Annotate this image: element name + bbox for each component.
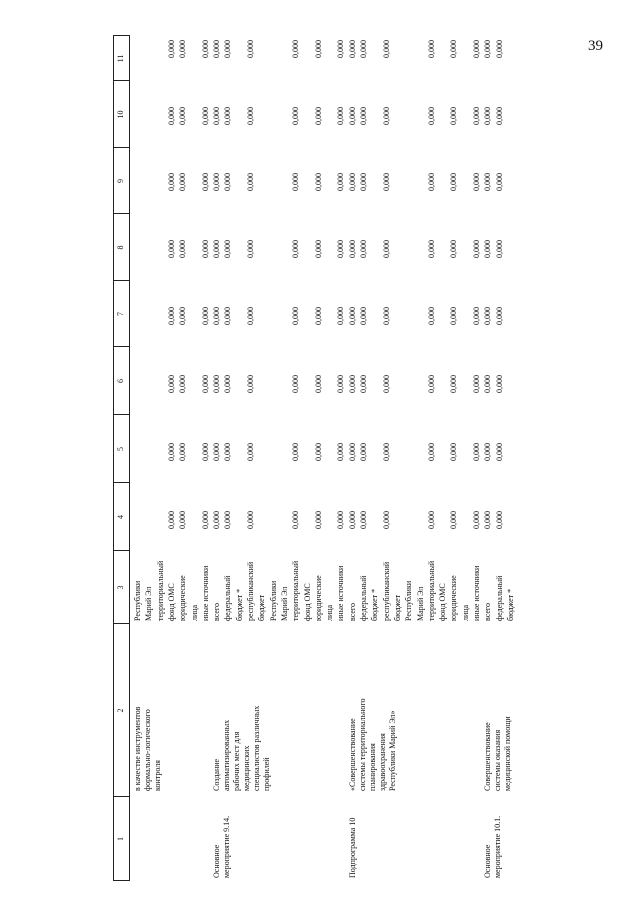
value-cell-col10: 0,000 bbox=[246, 107, 255, 125]
value-cell-col10: 0,000 bbox=[200, 107, 210, 125]
value-cell-col4: 0,000 bbox=[381, 511, 391, 529]
program-description: Создание bbox=[212, 758, 222, 791]
value-cell-col6: 0,000 bbox=[494, 375, 504, 393]
page-number: 39 bbox=[588, 38, 603, 54]
value-cell-col8: 0,000 bbox=[336, 240, 346, 258]
value-cell-col5: 0,000 bbox=[347, 443, 357, 461]
value-cell-col4: 0,000 bbox=[178, 511, 188, 529]
value-cell-col5: 0,000 bbox=[246, 443, 255, 461]
value-cell-col7: 0,000 bbox=[166, 307, 176, 325]
col-header-1: 1 bbox=[116, 837, 125, 841]
value-cell-col4: 0,000 bbox=[223, 511, 233, 529]
value-cell-col9: 0,000 bbox=[426, 173, 436, 191]
value-cell-col8: 0,000 bbox=[178, 240, 188, 258]
col-header-10: 10 bbox=[116, 110, 125, 119]
value-cell-col8: 0,000 bbox=[313, 240, 323, 258]
value-cell-col10: 0,000 bbox=[483, 107, 493, 125]
value-cell-col6: 0,000 bbox=[359, 375, 368, 393]
table-top-border bbox=[113, 35, 114, 881]
value-cell-col8: 0,000 bbox=[223, 240, 233, 258]
value-cell-col6: 0,000 bbox=[313, 375, 323, 393]
value-cell-col5: 0,000 bbox=[212, 443, 222, 461]
funding-source-label: территориальный bbox=[155, 560, 165, 621]
value-cell-col11: 0,000 bbox=[291, 40, 301, 58]
value-cell-col4: 0,000 bbox=[246, 511, 255, 529]
program-code: мероприятие 9.14. bbox=[222, 815, 232, 878]
col-header-3: 3 bbox=[116, 585, 125, 590]
value-cell-col7: 0,000 bbox=[212, 307, 222, 325]
value-cell-col11: 0,000 bbox=[426, 40, 436, 58]
program-description: системы территориального bbox=[357, 698, 367, 791]
program-description: системы оказания bbox=[493, 729, 503, 791]
value-cell-col4: 0,000 bbox=[313, 511, 323, 529]
funding-source-label: федеральный bbox=[359, 575, 368, 621]
program-description: Республики Марий Эл» bbox=[387, 710, 397, 791]
value-cell-col10: 0,000 bbox=[426, 107, 436, 125]
funding-source-label: фонд ОМС bbox=[438, 583, 448, 621]
value-cell-col10: 0,000 bbox=[336, 107, 346, 125]
value-cell-col4: 0,000 bbox=[336, 511, 346, 529]
value-cell-col9: 0,000 bbox=[178, 173, 188, 191]
funding-source-label: фонд ОМС bbox=[166, 583, 176, 621]
value-cell-col9: 0,000 bbox=[472, 173, 481, 191]
value-cell-col7: 0,000 bbox=[347, 307, 357, 325]
value-cell-col11: 0,000 bbox=[336, 40, 346, 58]
funding-source-label: бюджет bbox=[257, 594, 267, 621]
value-cell-col5: 0,000 bbox=[483, 443, 493, 461]
value-cell-col11: 0,000 bbox=[166, 40, 176, 58]
value-cell-col5: 0,000 bbox=[426, 443, 436, 461]
value-cell-col6: 0,000 bbox=[336, 375, 346, 393]
rotated-table-container bbox=[113, 35, 523, 881]
value-cell-col7: 0,000 bbox=[494, 307, 504, 325]
program-code: мероприятие 10.1. bbox=[493, 815, 503, 878]
col-header-8: 8 bbox=[116, 245, 125, 250]
value-cell-col9: 0,000 bbox=[212, 173, 222, 191]
value-cell-col9: 0,000 bbox=[494, 173, 504, 191]
value-cell-col5: 0,000 bbox=[494, 443, 504, 461]
value-cell-col11: 0,000 bbox=[381, 40, 391, 58]
value-cell-col8: 0,000 bbox=[494, 240, 504, 258]
program-description: в качестве инструментов bbox=[133, 706, 142, 791]
funding-source-label: территориальный bbox=[291, 560, 301, 621]
value-cell-col7: 0,000 bbox=[381, 307, 391, 325]
value-cell-col4: 0,000 bbox=[359, 511, 368, 529]
value-cell-col6: 0,000 bbox=[200, 375, 210, 393]
value-cell-col11: 0,000 bbox=[449, 40, 459, 58]
value-cell-col6: 0,000 bbox=[166, 375, 176, 393]
value-cell-col11: 0,000 bbox=[472, 40, 481, 58]
value-cell-col11: 0,000 bbox=[359, 40, 368, 58]
funding-source-label: лица bbox=[460, 604, 470, 621]
funding-source-label: Республики bbox=[133, 580, 142, 621]
funding-source-label: Марий Эл bbox=[415, 586, 425, 621]
value-cell-col9: 0,000 bbox=[200, 173, 210, 191]
value-cell-col9: 0,000 bbox=[336, 173, 346, 191]
col-header-11: 11 bbox=[116, 54, 125, 63]
value-cell-col11: 0,000 bbox=[223, 40, 233, 58]
program-description: контроля bbox=[153, 760, 162, 791]
value-cell-col11: 0,000 bbox=[313, 40, 323, 58]
program-description: планирования bbox=[367, 743, 377, 791]
value-cell-col8: 0,000 bbox=[472, 240, 481, 258]
funding-source-label: лица bbox=[325, 604, 335, 621]
value-cell-col9: 0,000 bbox=[359, 173, 368, 191]
value-cell-col8: 0,000 bbox=[449, 240, 459, 258]
value-cell-col5: 0,000 bbox=[200, 443, 210, 461]
value-cell-col9: 0,000 bbox=[483, 173, 493, 191]
value-cell-col7: 0,000 bbox=[291, 307, 301, 325]
value-cell-col8: 0,000 bbox=[483, 240, 493, 258]
value-cell-col4: 0,000 bbox=[291, 511, 301, 529]
value-cell-col6: 0,000 bbox=[472, 375, 481, 393]
value-cell-col4: 0,000 bbox=[212, 511, 222, 529]
funding-source-label: Республики bbox=[268, 580, 278, 621]
funding-source-label: всего bbox=[347, 602, 357, 621]
value-cell-col6: 0,000 bbox=[483, 375, 493, 393]
value-cell-col5: 0,000 bbox=[359, 443, 368, 461]
value-cell-col4: 0,000 bbox=[483, 511, 493, 529]
col-header-4: 4 bbox=[116, 515, 125, 519]
funding-source-label: Марий Эл bbox=[279, 586, 289, 621]
funding-source-label: республиканский bbox=[246, 561, 255, 621]
funding-source-label: бюджет * bbox=[505, 588, 515, 621]
value-cell-col9: 0,000 bbox=[166, 173, 176, 191]
funding-source-label: лица bbox=[189, 604, 199, 621]
value-cell-col7: 0,000 bbox=[246, 307, 255, 325]
value-cell-col7: 0,000 bbox=[426, 307, 436, 325]
col-header-2: 2 bbox=[116, 708, 125, 713]
value-cell-col7: 0,000 bbox=[449, 307, 459, 325]
value-cell-col4: 0,000 bbox=[449, 511, 459, 529]
col-header-6: 6 bbox=[116, 379, 125, 383]
value-cell-col10: 0,000 bbox=[472, 107, 481, 125]
value-cell-col7: 0,000 bbox=[223, 307, 233, 325]
value-cell-col8: 0,000 bbox=[200, 240, 210, 258]
funding-source-label: федеральный bbox=[494, 575, 504, 621]
value-cell-col10: 0,000 bbox=[449, 107, 459, 125]
program-description: здравоохранения bbox=[377, 733, 387, 791]
value-cell-col10: 0,000 bbox=[166, 107, 176, 125]
value-cell-col10: 0,000 bbox=[381, 107, 391, 125]
funding-source-label: Республики bbox=[404, 580, 414, 621]
value-cell-col9: 0,000 bbox=[347, 173, 357, 191]
program-description: автоматизированных bbox=[222, 719, 232, 791]
value-cell-col9: 0,000 bbox=[246, 173, 255, 191]
value-cell-col8: 0,000 bbox=[359, 240, 368, 258]
value-cell-col4: 0,000 bbox=[494, 511, 504, 529]
budget-table bbox=[113, 35, 523, 881]
value-cell-col11: 0,000 bbox=[483, 40, 493, 58]
value-cell-col9: 0,000 bbox=[381, 173, 391, 191]
program-description: медицинских bbox=[242, 745, 252, 791]
value-cell-col8: 0,000 bbox=[426, 240, 436, 258]
funding-source-label: всего bbox=[483, 602, 493, 621]
value-cell-col10: 0,000 bbox=[223, 107, 233, 125]
value-cell-col8: 0,000 bbox=[347, 240, 357, 258]
value-cell-col8: 0,000 bbox=[166, 240, 176, 258]
value-cell-col7: 0,000 bbox=[359, 307, 368, 325]
program-description: Совершенствование bbox=[483, 722, 493, 791]
value-cell-col4: 0,000 bbox=[472, 511, 481, 529]
program-description: формально-логического bbox=[143, 709, 152, 791]
value-cell-col5: 0,000 bbox=[449, 443, 459, 461]
value-cell-col8: 0,000 bbox=[291, 240, 301, 258]
program-description: рабочих мест для bbox=[232, 731, 242, 791]
value-cell-col10: 0,000 bbox=[313, 107, 323, 125]
funding-source-label: территориальный bbox=[426, 560, 436, 621]
value-cell-col6: 0,000 bbox=[347, 375, 357, 393]
value-cell-col11: 0,000 bbox=[246, 40, 255, 58]
value-cell-col5: 0,000 bbox=[166, 443, 176, 461]
value-cell-col9: 0,000 bbox=[223, 173, 233, 191]
funding-source-label: юридические bbox=[313, 575, 323, 621]
value-cell-col7: 0,000 bbox=[336, 307, 346, 325]
col-header-9: 9 bbox=[116, 179, 125, 183]
value-cell-col9: 0,000 bbox=[313, 173, 323, 191]
value-cell-col6: 0,000 bbox=[223, 375, 233, 393]
program-description: медицинской помощи bbox=[503, 716, 513, 791]
value-cell-col5: 0,000 bbox=[381, 443, 391, 461]
value-cell-col11: 0,000 bbox=[212, 40, 222, 58]
funding-source-label: бюджет * bbox=[370, 588, 380, 621]
funding-source-label: Марий Эл bbox=[144, 586, 154, 621]
program-code: Подпрограмма 10 bbox=[347, 817, 357, 878]
value-cell-col8: 0,000 bbox=[212, 240, 222, 258]
funding-source-label: юридические bbox=[178, 575, 188, 621]
value-cell-col4: 0,000 bbox=[200, 511, 210, 529]
value-cell-col10: 0,000 bbox=[347, 107, 357, 125]
value-cell-col6: 0,000 bbox=[449, 375, 459, 393]
value-cell-col5: 0,000 bbox=[291, 443, 301, 461]
col-header-5: 5 bbox=[116, 447, 125, 451]
value-cell-col8: 0,000 bbox=[381, 240, 391, 258]
value-cell-col10: 0,000 bbox=[212, 107, 222, 125]
funding-source-label: республиканский bbox=[381, 561, 391, 621]
value-cell-col10: 0,000 bbox=[359, 107, 368, 125]
header-bottom-border bbox=[129, 35, 130, 881]
value-cell-col11: 0,000 bbox=[347, 40, 357, 58]
funding-source-label: бюджет * bbox=[234, 588, 244, 621]
program-code: Основное bbox=[212, 844, 222, 878]
value-cell-col10: 0,000 bbox=[291, 107, 301, 125]
value-cell-col9: 0,000 bbox=[449, 173, 459, 191]
value-cell-col6: 0,000 bbox=[212, 375, 222, 393]
value-cell-col7: 0,000 bbox=[472, 307, 481, 325]
value-cell-col5: 0,000 bbox=[313, 443, 323, 461]
program-code: Основное bbox=[483, 844, 493, 878]
value-cell-col7: 0,000 bbox=[313, 307, 323, 325]
col-header-7: 7 bbox=[116, 312, 125, 316]
funding-source-label: фонд ОМС bbox=[302, 583, 312, 621]
value-cell-col10: 0,000 bbox=[178, 107, 188, 125]
funding-source-label: бюджет bbox=[392, 594, 402, 621]
value-cell-col5: 0,000 bbox=[472, 443, 481, 461]
value-cell-col6: 0,000 bbox=[381, 375, 391, 393]
program-description: «Совершенствование bbox=[347, 718, 357, 791]
value-cell-col11: 0,000 bbox=[494, 40, 504, 58]
value-cell-col9: 0,000 bbox=[291, 173, 301, 191]
value-cell-col6: 0,000 bbox=[291, 375, 301, 393]
value-cell-col11: 0,000 bbox=[178, 40, 188, 58]
funding-source-label: иные источники bbox=[200, 565, 210, 621]
funding-source-label: федеральный bbox=[223, 575, 233, 621]
program-description: профилей bbox=[262, 757, 272, 791]
value-cell-col4: 0,000 bbox=[347, 511, 357, 529]
funding-source-label: иные источники bbox=[472, 565, 481, 621]
value-cell-col7: 0,000 bbox=[483, 307, 493, 325]
value-cell-col7: 0,000 bbox=[178, 307, 188, 325]
funding-source-label: юридические bbox=[449, 575, 459, 621]
value-cell-col10: 0,000 bbox=[494, 107, 504, 125]
value-cell-col5: 0,000 bbox=[178, 443, 188, 461]
value-cell-col8: 0,000 bbox=[246, 240, 255, 258]
value-cell-col11: 0,000 bbox=[200, 40, 210, 58]
program-description: специалистов различных bbox=[252, 705, 262, 791]
value-cell-col6: 0,000 bbox=[246, 375, 255, 393]
value-cell-col5: 0,000 bbox=[223, 443, 233, 461]
value-cell-col6: 0,000 bbox=[178, 375, 188, 393]
funding-source-label: всего bbox=[212, 602, 222, 621]
funding-source-label: иные источники bbox=[336, 565, 346, 621]
value-cell-col5: 0,000 bbox=[336, 443, 346, 461]
value-cell-col4: 0,000 bbox=[426, 511, 436, 529]
value-cell-col4: 0,000 bbox=[166, 511, 176, 529]
value-cell-col6: 0,000 bbox=[426, 375, 436, 393]
value-cell-col7: 0,000 bbox=[200, 307, 210, 325]
